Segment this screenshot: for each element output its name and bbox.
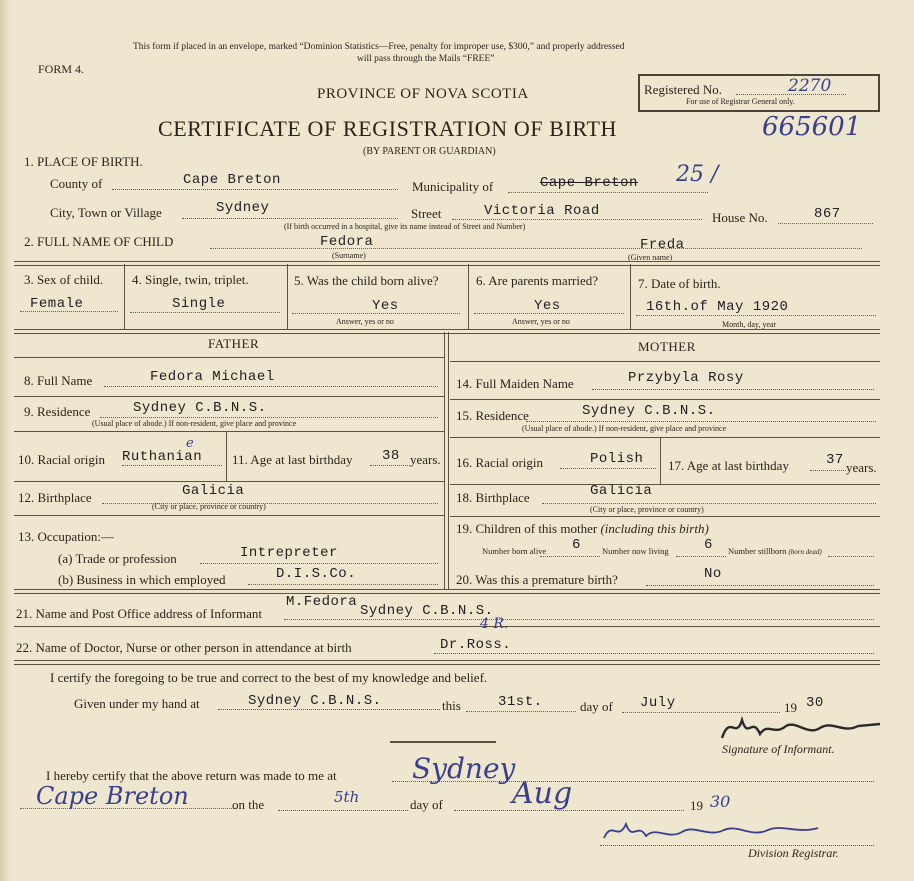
mother-racial-line [560, 468, 656, 469]
page-edge [0, 0, 10, 881]
born-alive-label: Number born alive [482, 546, 547, 556]
mother-name-line [592, 389, 874, 390]
this-label: this [442, 698, 461, 713]
trade-label: (a) Trade or profession [58, 551, 177, 566]
premature-line [646, 585, 874, 586]
street-value: Victoria Road [484, 203, 600, 219]
month-value: July [640, 695, 676, 711]
father-residence-caption: (Usual place of abode.) If non-resident, give place and province [92, 419, 297, 428]
rule-certify [14, 660, 880, 665]
registered-label: Registered No. [644, 82, 722, 97]
municipality-note: 25 / [676, 162, 719, 187]
mother-birthplace-label: 18. Birthplace [456, 490, 530, 505]
living-value: 6 [704, 537, 713, 553]
mother-age-value: 37 [826, 452, 844, 468]
street-label: Street [411, 206, 442, 221]
house-value: 867 [814, 206, 841, 222]
county-line [112, 189, 398, 190]
father-birthplace-caption: (City or place, province or country) [152, 502, 266, 511]
registrar-place: Sydney [412, 752, 516, 785]
house-label: House No. [712, 210, 768, 225]
business-value: D.I.S.Co. [276, 566, 357, 582]
stillborn-label-text: Number stillborn [728, 546, 787, 556]
father-residence-value: Sydney C.B.N.S. [133, 400, 267, 416]
trade-value: Intrepreter [240, 545, 338, 561]
postal-notice-2: will pass through the Mails “FREE” [357, 54, 495, 64]
day-of-label: day of [580, 699, 613, 714]
mother-rule-5 [450, 516, 880, 517]
father-birthplace-value: Galicia [182, 483, 245, 499]
grid-divider-2 [287, 264, 288, 330]
certify-text: I certify the foregoing to be true and correct to the best of my knowledge and belief. [50, 670, 488, 685]
mother-racial-value: Polish [590, 451, 644, 467]
given-place-line [218, 709, 440, 710]
twin-value: Single [172, 296, 226, 312]
mother-age-divider [660, 438, 661, 484]
child-surname: Fedora [320, 234, 374, 250]
mother-age-label: 17. Age at last birthday [668, 458, 789, 473]
mother-residence-label: 15. Residence [456, 408, 529, 423]
alive-value: Yes [372, 298, 399, 314]
twin-line [130, 312, 280, 313]
father-residence-label: 9. Residence [24, 404, 91, 419]
father-rule-5 [14, 515, 444, 516]
certificate-title: CERTIFICATE OF REGISTRATION OF BIRTH [158, 116, 617, 141]
mother-name-value: Przybyla Rosy [628, 370, 744, 386]
father-birthplace-label: 12. Birthplace [18, 490, 92, 505]
registrar-note: For use of Registrar General only. [686, 97, 795, 106]
father-years: years. [410, 452, 441, 467]
city-value: Sydney [216, 200, 270, 216]
dob-label: 7. Date of birth. [638, 276, 721, 291]
father-rule-4 [14, 481, 444, 482]
county-value: Cape Breton [183, 172, 281, 188]
registrar-day: 5th [334, 788, 360, 806]
child-given-name: Freda [640, 237, 685, 253]
informant-line [284, 619, 874, 620]
mother-years: years. [846, 460, 877, 475]
dob-value: 16th.of May 1920 [646, 299, 789, 315]
rule-informant [14, 589, 880, 594]
registrar-certify-text: I hereby certify that the above return was made to me at [46, 768, 337, 783]
trade-line [200, 563, 438, 564]
municipality-label: Municipality of [412, 179, 494, 194]
day-value: 31st. [498, 694, 543, 710]
place-of-birth-heading: 1. PLACE OF BIRTH. [24, 154, 143, 169]
city-label: City, Town or Village [50, 205, 162, 220]
premature-value: No [704, 566, 722, 582]
children-label-note: (including this birth) [600, 521, 709, 536]
stillborn-label [728, 546, 822, 556]
business-label: (b) Business in which employed [58, 572, 226, 587]
given-place: Sydney C.B.N.S. [248, 693, 382, 709]
mother-racial-label: 16. Racial origin [456, 455, 544, 470]
married-caption: Answer, yes or no [512, 317, 570, 326]
year-prefix: 19 [784, 700, 797, 715]
father-age-value: 38 [382, 448, 400, 464]
mother-rule-1 [450, 361, 880, 362]
grid-divider-1 [124, 264, 125, 330]
father-rule-3 [14, 431, 444, 432]
father-name-label: 8. Full Name [24, 373, 93, 388]
father-rule-1 [14, 357, 444, 358]
dob-line [636, 315, 876, 316]
mother-heading: MOTHER [638, 339, 696, 354]
father-racial-value: Ruthanian [122, 449, 203, 465]
alive-label: 5. Was the child born alive? [294, 273, 439, 288]
dob-caption: Month, day, year [722, 320, 777, 329]
father-name-value: Fedora Michael [150, 369, 275, 385]
year-value: 30 [806, 695, 824, 711]
living-line [676, 556, 726, 557]
surname-caption: (Surname) [332, 251, 366, 260]
house-line [778, 223, 873, 224]
informant-name: M.Fedora [286, 594, 358, 610]
division-registrar-caption: Division Registrar. [748, 846, 839, 860]
informant-caption: Signature of Informant. [722, 742, 835, 756]
children-label [456, 521, 709, 537]
municipality-value: Cape Breton [540, 175, 638, 191]
mother-birthplace-value: Galicia [590, 483, 653, 499]
certificate-number: 665601 [762, 112, 862, 142]
father-heading: FATHER [208, 336, 260, 351]
sex-label: 3. Sex of child. [24, 272, 104, 287]
given-caption: (Given name) [628, 253, 673, 262]
occupation-label: 13. Occupation:— [18, 529, 115, 544]
registrar-year: 30 [710, 792, 731, 811]
mother-age-line [810, 470, 846, 471]
rule-doctor [14, 626, 880, 627]
mother-birthplace-caption: (City or place, province or country) [590, 505, 704, 514]
street-line [452, 219, 702, 220]
business-line [248, 584, 438, 585]
signature-divider [390, 741, 496, 743]
father-racial-line [122, 465, 222, 466]
mother-rule-4 [450, 484, 880, 485]
registrar-year-prefix: 19 [690, 798, 703, 813]
doctor-line [434, 653, 874, 654]
alive-caption: Answer, yes or no [336, 317, 394, 326]
rule-top [14, 261, 880, 266]
father-age-line [370, 465, 410, 466]
form-number: FORM 4. [38, 62, 85, 76]
parents-divider [444, 332, 449, 590]
sex-value: Female [30, 296, 84, 312]
married-label: 6. Are parents married? [476, 273, 599, 288]
registrar-county-line [20, 808, 236, 809]
born-alive-line [540, 556, 600, 557]
mother-residence-value: Sydney C.B.N.S. [582, 403, 716, 419]
certificate-subtitle: (BY PARENT OR GUARDIAN) [363, 146, 496, 157]
grid-divider-3 [468, 264, 469, 330]
mother-rule-3 [450, 437, 880, 438]
premature-label: 20. Was this a premature birth? [456, 572, 618, 587]
postal-notice: This form if placed in an envelope, marked “Dominion Statistics—Free, penalty for improper use, $300,” and properly addressed [133, 42, 625, 52]
father-residence-line [100, 417, 438, 418]
doctor-label: 22. Name of Doctor, Nurse or other person in attendance at birth [16, 640, 352, 655]
father-age-divider [226, 432, 227, 482]
registrar-day-line [278, 810, 408, 811]
informant-label: 21. Name and Post Office address of Informant [16, 606, 262, 621]
day-line [466, 711, 576, 712]
child-name-label: 2. FULL NAME OF CHILD [24, 234, 174, 249]
born-alive-value: 6 [572, 537, 581, 553]
registered-value: 2270 [788, 76, 832, 96]
province-heading: PROVINCE OF NOVA SCOTIA [317, 86, 529, 102]
registrar-month: Aug [512, 776, 573, 811]
children-label-text: 19. Children of this mother [456, 521, 598, 536]
county-label: County of [50, 176, 103, 191]
father-age-label: 11. Age at last birthday [232, 452, 353, 467]
on-the-label: on the [232, 797, 265, 812]
informant-address: Sydney C.B.N.S. [360, 603, 494, 619]
mother-birthplace-line [542, 503, 876, 504]
father-racial-label: 10. Racial origin [18, 452, 106, 467]
hospital-note: (If birth occurred in a hospital, give its name instead of Street and Number) [284, 222, 526, 231]
registrar-county: Cape Breton [36, 782, 189, 810]
registrar-day-of: day of [410, 797, 443, 812]
doctor-note: 4 R. [480, 616, 509, 632]
municipality-line [508, 192, 708, 193]
child-name-line [210, 248, 862, 249]
mother-residence-line [526, 421, 876, 422]
father-rule-2 [14, 396, 444, 397]
mother-rule-2 [450, 399, 880, 400]
married-value: Yes [534, 298, 561, 314]
father-name-line [104, 386, 438, 387]
grid-divider-4 [630, 264, 631, 330]
mother-name-label: 14. Full Maiden Name [456, 376, 574, 391]
city-line [182, 218, 398, 219]
living-label: Number now living [602, 546, 669, 556]
father-racial-correction: e [186, 436, 194, 451]
stillborn-note: (born dead) [788, 548, 822, 556]
registered-line [736, 94, 846, 95]
mother-residence-caption: (Usual place of abode.) If non-resident, give place and province [522, 424, 727, 433]
given-label: Given under my hand at [74, 696, 200, 711]
stillborn-line [828, 556, 874, 557]
twin-label: 4. Single, twin, triplet. [132, 272, 249, 287]
doctor-value: Dr.Ross. [440, 637, 512, 653]
